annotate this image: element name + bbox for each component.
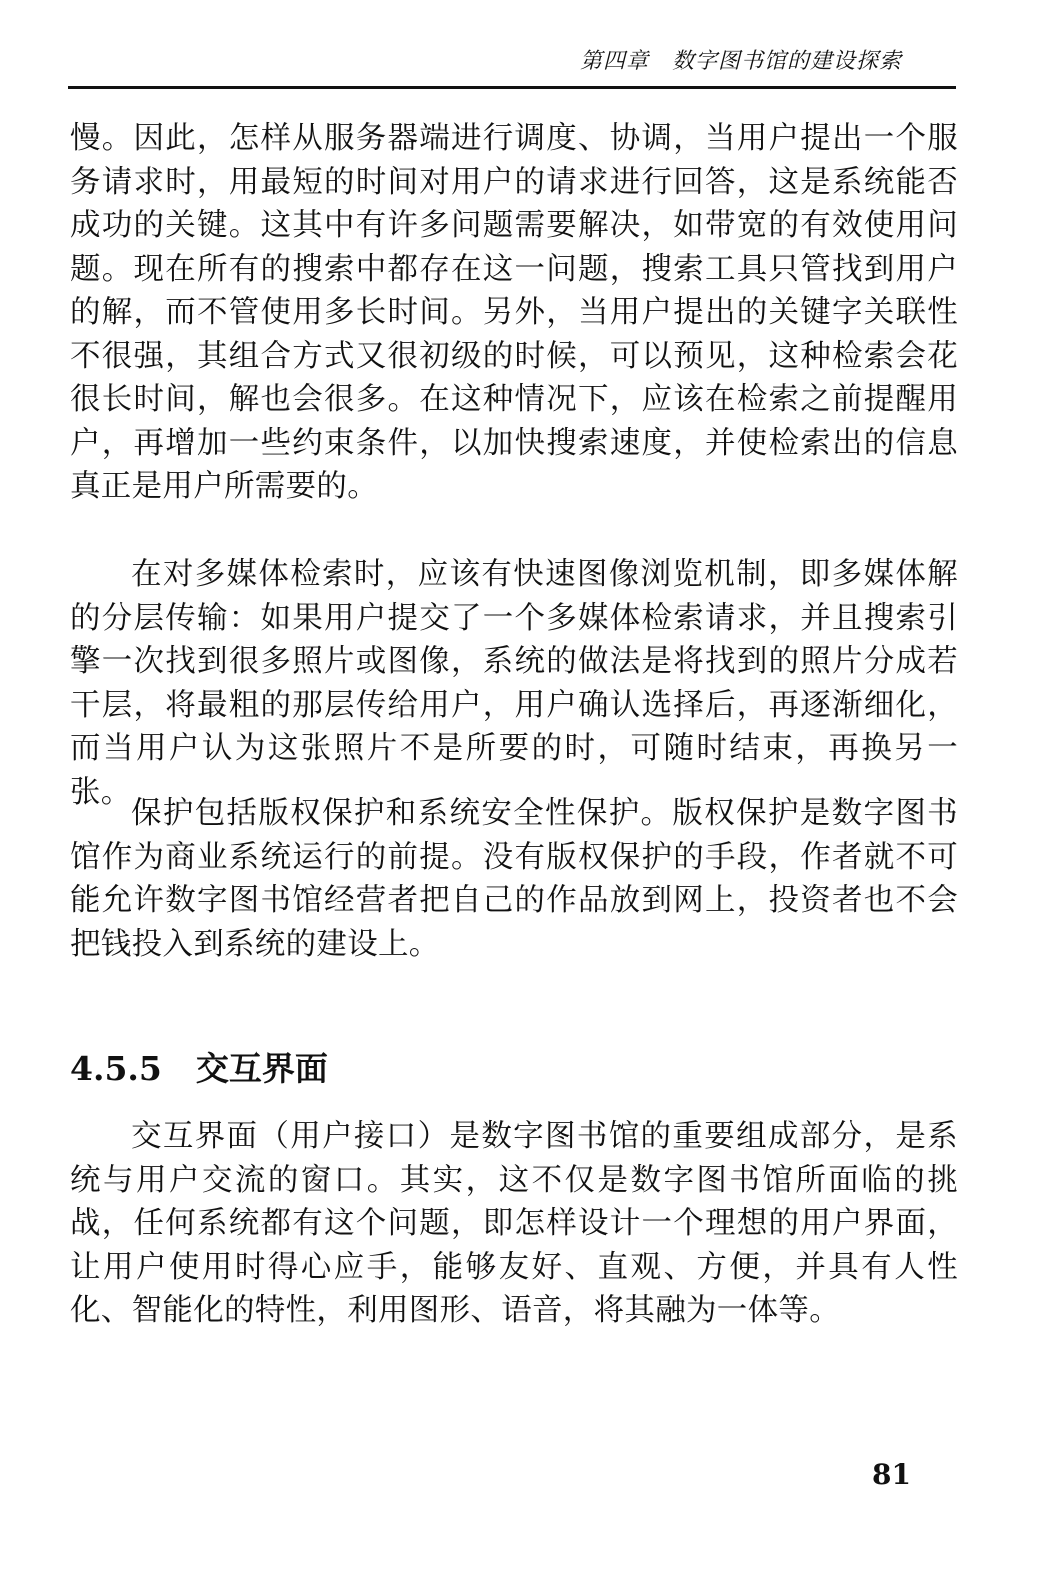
paragraph-text: 在对多媒体检索时，应该有快速图像浏览机制，即多媒体解的分层传输：如果用户提交了一个多媒体检索请求，并且搜索引擎一次找到很多照片或图像，系统的做法是将找到的照片分成若干层，将最粗的那层传给用户，用户确认选择后，再逐渐细化，而当用户认为这张照片不是所要的时，可随时结束，再换另一张。	[70, 557, 958, 810]
paragraph-text: 交互界面（用户接口）是数字图书馆的重要组成部分，是系统与用户交流的窗口。其实，这不仅是数字图书馆所面临的挑战，任何系统都有这个问题，即怎样设计一个理想的用户界面，让用户使用时得心应手，能够友好、直观、方便，并具有人性化、智能化的特性，利用图形、语音，将其融为一体等。	[70, 1119, 958, 1328]
paragraph-continuation	[70, 117, 958, 509]
paragraph-copyright-protection	[70, 792, 958, 966]
running-header: 第四章 数字图书馆的建设探索	[580, 49, 903, 74]
section-title: 交互界面	[195, 1049, 328, 1088]
paragraph-text: 慢。因此，怎样从服务器端进行调度、协调，当用户提出一个服务请求时，用最短的时间对用户的请求进行回答，这是系统能否成功的关键。这其中有许多问题需要解决，如带宽的有效使用问题。现在所有的搜索中都存在这一问题，搜索工具只管找到用户的解，而不管使用多长时间。另外，当用户提出的关键字关联性不很强，其组合方式又很初级的时候，可以预见，这种检索会花很长时间，解也会很多。在这种情况下，应该在检索之前提醒用户，再增加一些约束条件，以加快搜索速度，并使检索出的信息真正是用户所需要的。	[70, 121, 958, 504]
header-rule	[68, 86, 956, 89]
paragraph-text: 保护包括版权保护和系统安全性保护。版权保护是数字图书馆作为商业系统运行的前提。没有版权保护的手段，作者就不可能允许数字图书馆经营者把自己的作品放到网上，投资者也不会把钱投入到系统的建设上。	[70, 796, 958, 962]
page-number: 81	[872, 1458, 911, 1491]
section-number: 4.5.5	[70, 1049, 162, 1088]
paragraph-multimedia-retrieval	[70, 553, 958, 814]
section-heading	[70, 1043, 328, 1090]
paragraph-interface	[70, 1115, 958, 1333]
